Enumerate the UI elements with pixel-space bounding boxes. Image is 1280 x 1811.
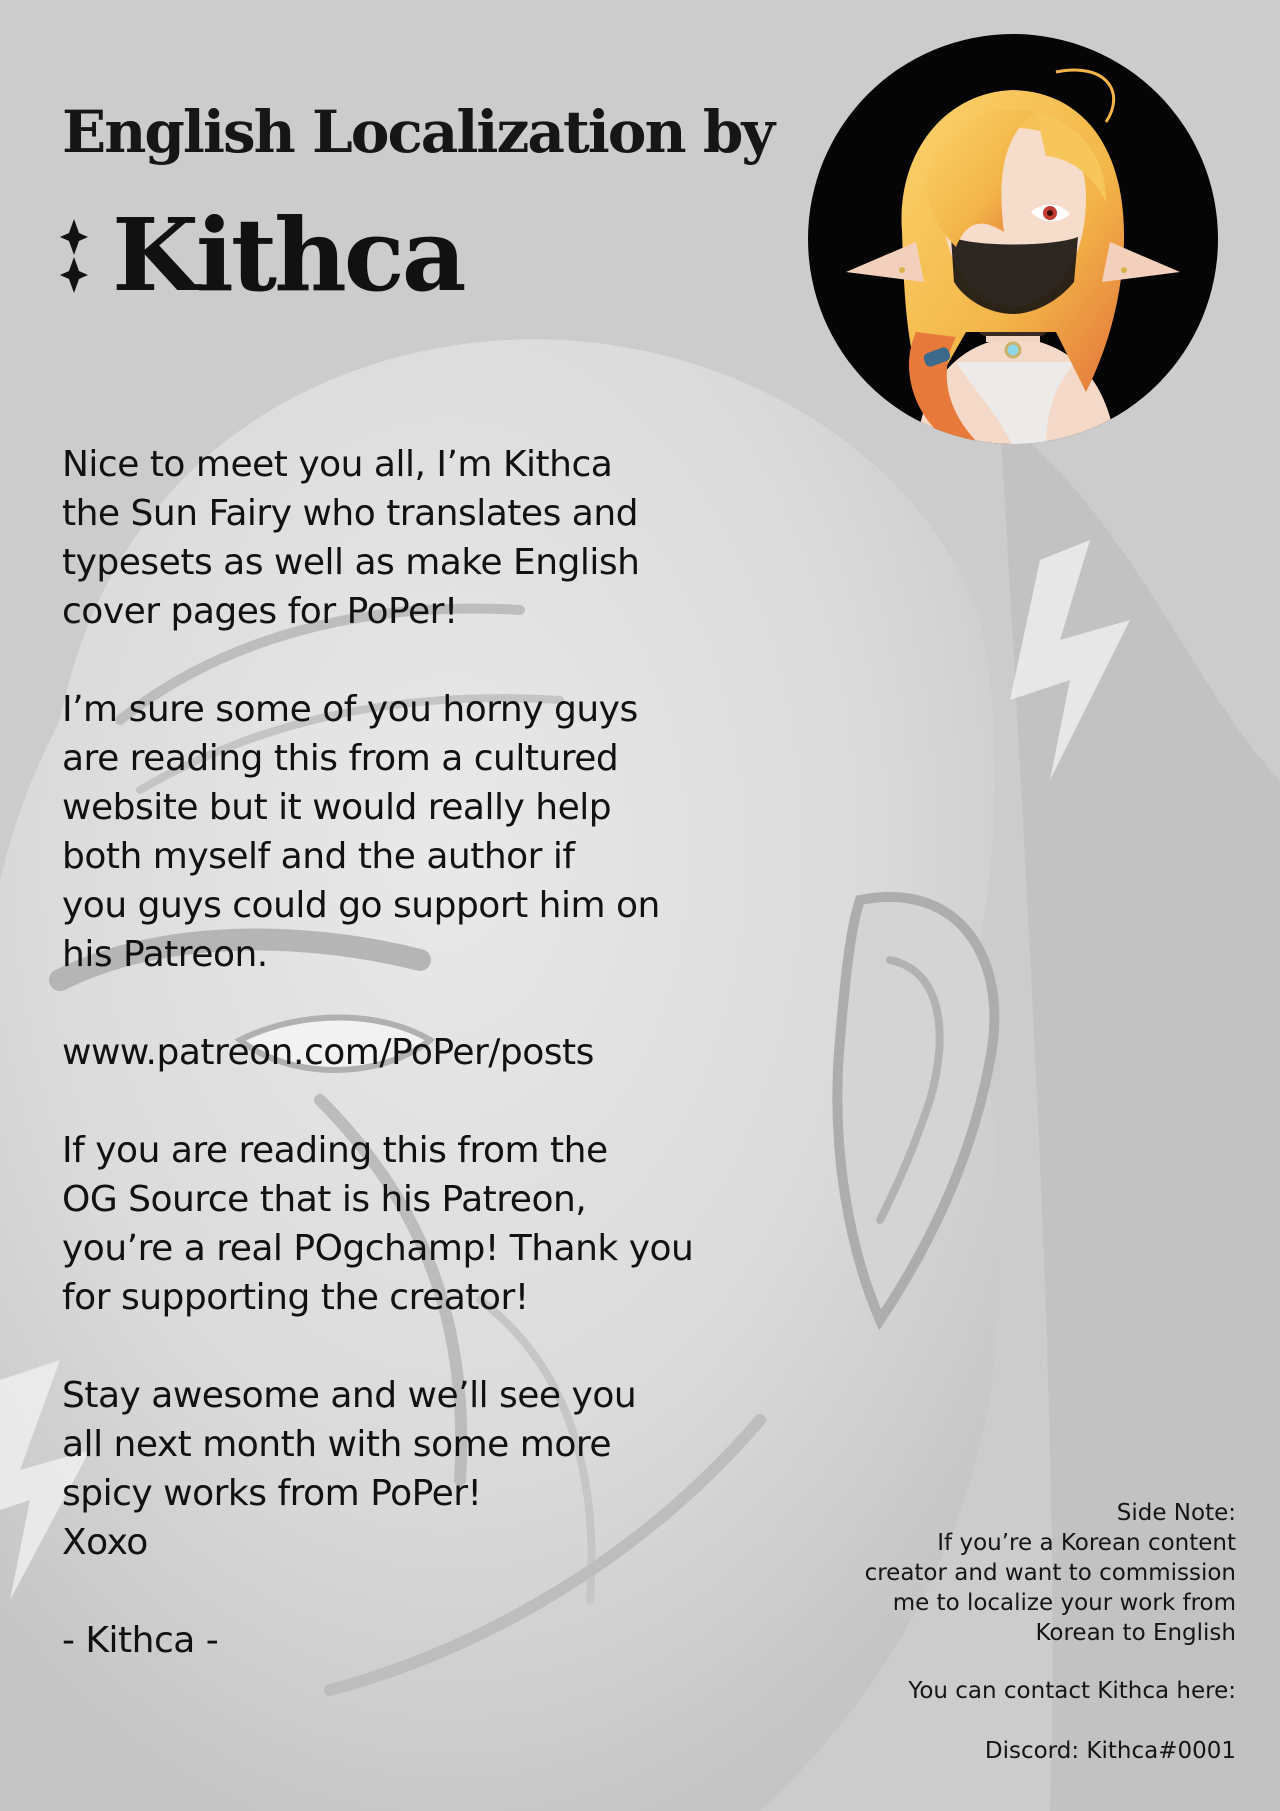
brand-name: Kithca <box>112 196 464 314</box>
discord-handle: Discord: Kithca#0001 <box>984 1738 1236 1764</box>
letter-closing: Xoxo <box>62 1522 148 1563</box>
sparkle-icon <box>58 213 90 297</box>
letter-paragraph-support: I’m sure some of you horny guys are reading this from a cultured website but it would really help both myself and the author if you guys could go support him on his Patreon. <box>62 689 660 975</box>
side-note <box>816 1498 1236 1766</box>
patreon-link[interactable]: www.patreon.com/PoPer/posts <box>62 1032 594 1073</box>
letter-signature: - Kithca - <box>62 1620 219 1661</box>
side-note-title: Side Note: <box>1116 1500 1236 1526</box>
letter-body <box>62 440 752 1714</box>
side-note-body: If you’re a Korean content creator and want to commission me to localize your work from Korean to English <box>864 1530 1236 1646</box>
letter-paragraph-thanks: If you are reading this from the OG Source that is his Patreon, you’re a real POgchamp! Thank you for supporting the creator! <box>62 1130 694 1318</box>
side-note-contact: You can contact Kithca here: <box>908 1678 1236 1704</box>
elf-character-portrait-icon <box>806 32 1220 446</box>
letter-paragraph-intro: Nice to meet you all, I’m Kithca the Sun Fairy who translates and typesets as well as make English cover pages for PoPer! <box>62 444 640 632</box>
letter-paragraph-farewell: Stay awesome and we’ll see you all next month with some more spicy works from PoPer! <box>62 1375 637 1514</box>
page-heading: English Localization by <box>62 98 774 166</box>
brand-logo <box>58 196 464 314</box>
